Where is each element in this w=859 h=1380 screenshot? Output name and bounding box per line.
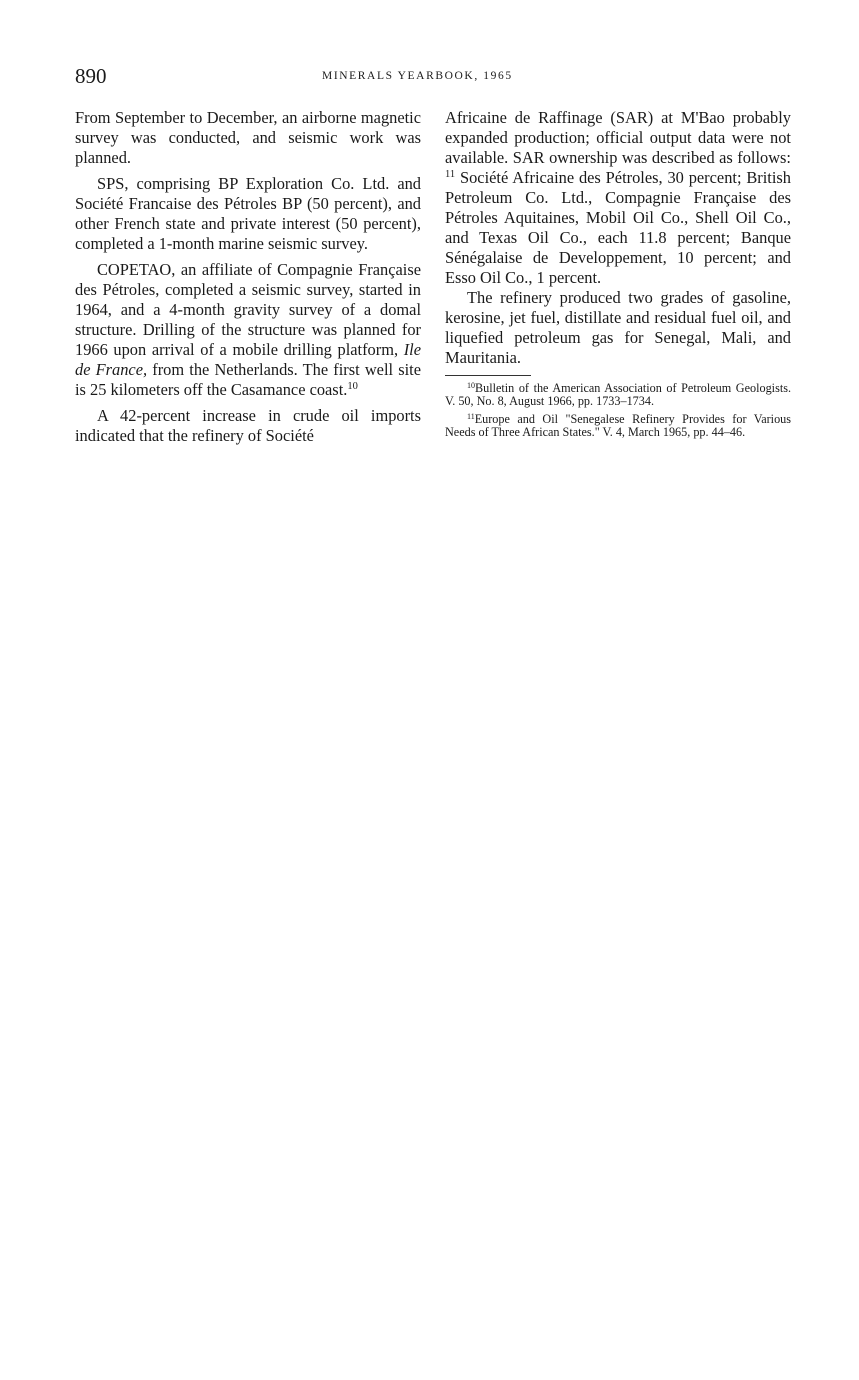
sar-text-a: Africaine de Raffinage (SAR) at M'Bao probably expanded production; official output data were not available. SAR ownership was described as follows: [445,108,791,167]
paragraph-copetao [75,260,421,400]
paragraph-refinery: The refinery produced two grades of gasoline, kerosine, jet fuel, distillate and residual fuel oil, and liquefied petroleum gas for Senegal, Mali, and Mauritania. [445,288,791,367]
platform-name: Ile de France, [75,340,421,379]
copetao-text-a: COPETAO, an affiliate of Compagnie Française des Pétroles, completed a seismic survey, started in 1964, and a 4-month gravity survey of a domal structure. Drilling of the structure was planned for 1966 upon arrival of a mobile drilling platform, [75,260,421,359]
footnote-number: 11 [467,412,475,422]
footnote-text: Europe and Oil "Senegalese Refinery Provides for Various Needs of Three African States." V. 4, March 1965, pp. 44–46. [445,412,791,439]
paragraph-sps: SPS, comprising BP Exploration Co. Ltd. and Société Francaise des Pétroles BP (50 percent), and other French state and private interest (50 percent), completed a 1-month marine seismic survey. [75,174,421,253]
paragraph-sar [445,108,791,288]
footnote-rule [445,375,531,376]
running-head: MINERALS YEARBOOK, 1965 [322,70,513,82]
footnote-10 [445,382,791,407]
paragraph-crude-imports: A 42-percent increase in crude oil imports indicated that the refinery of Société [75,406,421,445]
left-column [75,108,421,452]
right-column [445,108,791,444]
copetao-text-b: from the Netherlands. The first well site is 25 kilometers off the Casamance coast. [75,360,421,399]
footnote-ref-11[interactable]: 11 [445,169,456,180]
paragraph-airborne-survey: From September to December, an airborne magnetic survey was conducted, and seismic work was planned. [75,108,421,167]
footnote-11 [445,413,791,438]
page-number: 890 [75,64,107,88]
footnote-ref-10[interactable]: 10 [347,381,358,392]
sar-text-b: Société Africaine des Pétroles, 30 percent; British Petroleum Co. Ltd., Compagnie Française des Pétroles Aquitaines, Mobil Oil Co., Shell Oil Co., and Texas Oil Co., each 11.8 percent; Banque Sénégalaise de Developpement, 10 percent; and Esso Oil Co., 1 percent. [445,168,791,287]
footnote-text: Bulletin of the American Association of Petroleum Geologists. V. 50, No. 8, August 1966, pp. 1733–1734. [445,381,791,408]
footnote-number: 10 [467,381,475,390]
